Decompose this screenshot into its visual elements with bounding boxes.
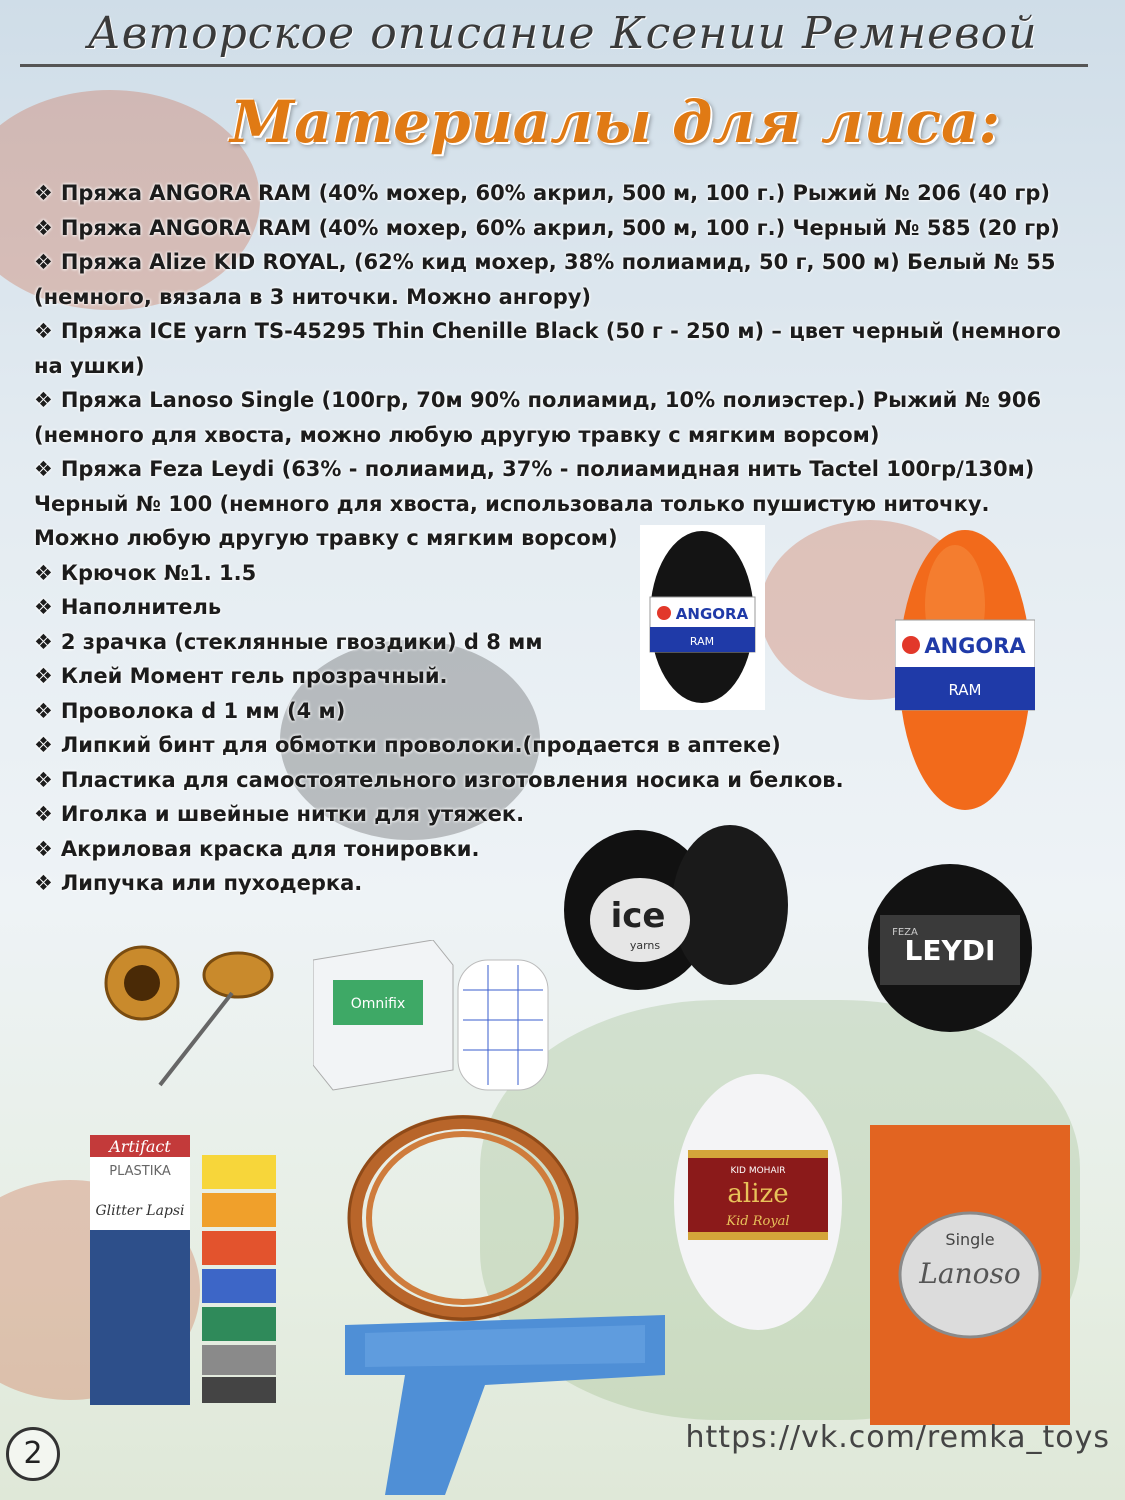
copper-wire-image xyxy=(345,1110,580,1325)
angora-black-line-label: RAM xyxy=(689,635,715,648)
glass-eye-image xyxy=(100,945,290,1090)
angora-black-brand-label: ANGORA xyxy=(675,605,749,623)
list-item: ❖ Клей Момент гель прозрачный. xyxy=(34,664,448,688)
bullet-icon: ❖ xyxy=(34,457,53,481)
angora-orange-brand-label: ANGORA xyxy=(924,634,1026,658)
artifact-sub-label: Glitter Lapsi xyxy=(95,1203,185,1219)
bullet-icon: ❖ xyxy=(34,871,53,895)
list-item: ❖ Иголка и швейные нитки для утяжек. xyxy=(34,802,525,826)
list-item: ❖ Акриловая краска для тонировки. xyxy=(34,836,480,861)
header-divider xyxy=(20,64,1088,67)
list-item: ❖ Липкий бинт для обмотки проволоки.(продается в аптеке) xyxy=(34,733,781,757)
bullet-icon: ❖ xyxy=(34,802,53,826)
list-item: ❖ Пряжа Lanoso Single (100гр, 70м 90% полиамид, 10% полиэстер.) Рыжий № 906 (немного для хвоста, можно любую другую травку с мягким ворсом) xyxy=(34,388,1042,447)
bullet-icon: ❖ xyxy=(34,629,53,654)
list-item: ❖ Липучка или пуходерка. xyxy=(34,871,363,895)
angora-orange-line-label: RAM xyxy=(948,681,982,699)
list-item: ❖ Крючок №1. 1.5 xyxy=(34,560,257,585)
bullet-icon: ❖ xyxy=(34,664,53,688)
bullet-icon: ❖ xyxy=(34,319,53,343)
leydi-brand-label: LEYDI xyxy=(904,934,996,967)
ice-sub-label: yarns xyxy=(629,939,661,952)
omnifix-bandage-image xyxy=(313,940,551,1100)
bullet-icon: ❖ xyxy=(34,595,53,619)
list-item: ❖ Пряжа Alize KID ROYAL, (62% кид мохер, 38% полиамид, 50 г, 500 м) Белый № 55 (немного, вязала в 3 ниточки. Можно ангору) xyxy=(34,250,1056,309)
alize-brand-label: alize xyxy=(727,1179,789,1209)
leydi-maker-label: FEZA xyxy=(892,927,918,938)
bullet-icon: ❖ xyxy=(34,698,53,723)
bullet-icon: ❖ xyxy=(34,560,53,585)
lanoso-yarn-image xyxy=(870,1125,1070,1425)
alize-top-label: KID MOHAIR xyxy=(730,1166,786,1176)
velcro-strip-image xyxy=(345,1315,665,1495)
list-item: ❖ Пряжа ICE yarn TS-45295 Thin Chenille Black (50 г - 250 м) – цвет черный (немного на ушки) xyxy=(34,319,1061,378)
artifact-line-label: PLASTIKA xyxy=(109,1164,171,1179)
bullet-icon: ❖ xyxy=(34,181,53,205)
alize-line-label: Kid Royal xyxy=(726,1214,790,1229)
artifact-brand-label: Artifact xyxy=(109,1137,171,1156)
list-item: ❖ Пряжа ANGORA RAM (40% мохер, 60% акрил, 500 м, 100 г.) Рыжий № 206 (40 гр) xyxy=(34,181,1050,205)
bullet-icon: ❖ xyxy=(34,215,53,240)
list-item: ❖ Пряжа Feza Leydi (63% - полиамид, 37% - полиамидная нить Tactel 100гр/130м) Черный № 100 (немного для хвоста, использовала только пушистую ниточку. Можно любую другую травку с мягким ворсом) xyxy=(34,457,1035,550)
omnifix-label: Omnifix xyxy=(350,996,406,1012)
leydi-yarn-image xyxy=(865,860,1035,1035)
lanoso-brand-label: Lanoso xyxy=(919,1257,1021,1290)
angora-black-yarn-image xyxy=(640,525,765,710)
artifact-plastika-image xyxy=(90,1135,290,1405)
lanoso-top-label: Single xyxy=(945,1230,995,1249)
bullet-icon: ❖ xyxy=(34,733,53,757)
list-item: ❖ Проволока d 1 мм (4 м) xyxy=(34,698,346,723)
page-number: 2 xyxy=(6,1427,60,1481)
alize-white-yarn-image xyxy=(670,1070,845,1335)
ice-yarn-image xyxy=(560,815,790,995)
ice-brand-label: ice xyxy=(610,896,666,936)
section-title: Материалы для лиса: xyxy=(230,88,1001,156)
list-item: ❖ 2 зрачка (стеклянные гвоздики) d 8 мм xyxy=(34,629,543,654)
footer-url-link[interactable]: https://vk.com/remka_toys xyxy=(685,1420,1110,1455)
list-item: ❖ Наполнитель xyxy=(34,595,222,619)
bullet-icon: ❖ xyxy=(34,836,53,861)
angora-orange-yarn-image xyxy=(895,525,1035,815)
list-item: ❖ Пластика для самостоятельного изготовления носика и белков. xyxy=(34,767,844,792)
header-title: Авторское описание Ксении Ремневой xyxy=(87,8,1038,59)
bullet-icon: ❖ xyxy=(34,250,53,274)
list-item: ❖ Пряжа ANGORA RAM (40% мохер, 60% акрил, 500 м, 100 г.) Черный № 585 (20 гр) xyxy=(34,215,1060,240)
bullet-icon: ❖ xyxy=(34,388,53,412)
bullet-icon: ❖ xyxy=(34,767,53,792)
